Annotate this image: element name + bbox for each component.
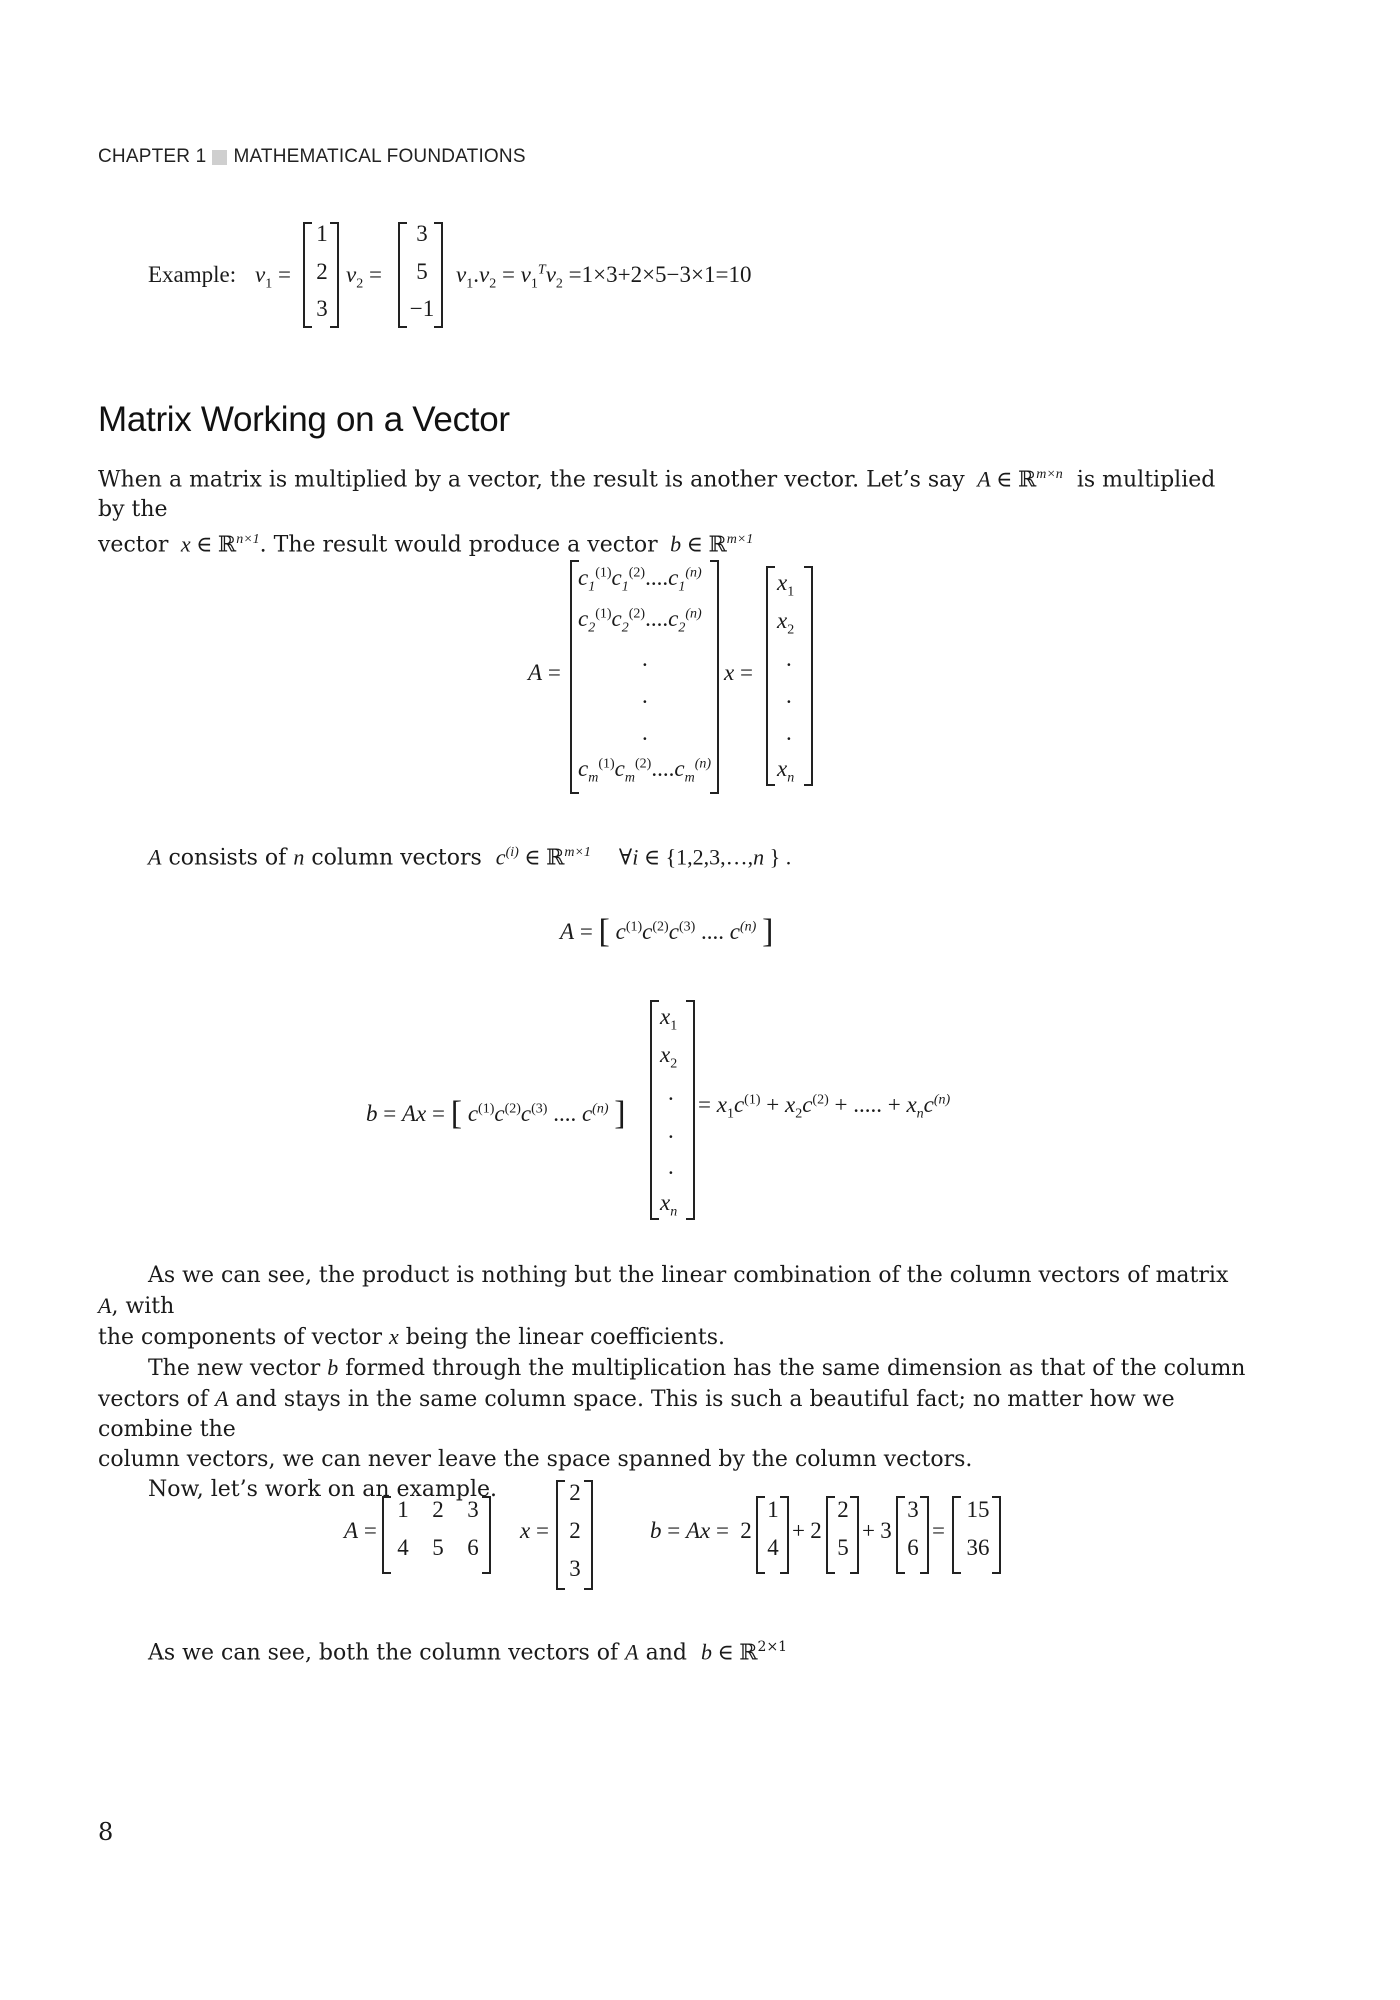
page-number: 8 xyxy=(98,1818,114,1846)
column-entry: 1 xyxy=(767,1497,779,1522)
v1-entry: 1 xyxy=(316,221,328,246)
A-entry: 6 xyxy=(467,1535,479,1560)
para3-text-e: column vectors, we can never leave the space spanned by the column vectors. xyxy=(98,1447,973,1472)
para1-text-c: vector xyxy=(98,532,169,558)
dot-product: $v_1.v_2 = v_1^Tv_2 =1\times 3+2\times 5-3\times 1=10$ xyxy=(456,262,752,292)
coefficient: 2 xyxy=(740,1518,752,1543)
v2-entry: 3 xyxy=(416,221,428,246)
para2-text-b: , with xyxy=(111,1294,175,1319)
column-vectors-sentence: A consists of n column vectors $c^{(i)}$ ∈ ℝ$^{m\times 1}$ ∀i ∈ {1,2,3,…,n } . xyxy=(148,844,792,871)
para5-text-b: and xyxy=(645,1640,687,1666)
para4-text: Now, let’s work on an example. xyxy=(148,1477,498,1502)
coefficient: 3 xyxy=(880,1518,892,1543)
running-header xyxy=(98,146,526,168)
coefficient: 2 xyxy=(810,1518,822,1543)
consists-text-a: consists of xyxy=(168,845,287,871)
closing-sentence: As we can see, both the column vectors of A and b ∈ ℝ$^{2\times 1}$ xyxy=(148,1639,788,1666)
para3-text-d: and stays in the same column space. This is such a beautiful fact; no matter how we combine the xyxy=(98,1387,1175,1442)
v1-entry: 3 xyxy=(316,296,328,321)
v2-entry: 5 xyxy=(416,259,428,284)
example-label: Example: xyxy=(148,262,237,287)
matrix-A-columns: A = [ $c^{(1)}c^{(2)}c^{(3)}$ .... $c^{(n)}$ ] xyxy=(560,913,774,950)
b-entry: 15 xyxy=(966,1497,990,1522)
x-entry: 3 xyxy=(569,1556,581,1581)
dot-product-result: =1×3+2×5−3×1=10 xyxy=(568,262,752,287)
v2-entry: −1 xyxy=(409,296,435,321)
column-entry: 2 xyxy=(837,1497,849,1522)
column-entry: 5 xyxy=(837,1535,849,1560)
para3-text-a: The new vector xyxy=(148,1356,321,1381)
A-entry: 4 xyxy=(397,1535,409,1560)
x-entry: 2 xyxy=(569,1480,581,1505)
para2-text-c: the components of vector xyxy=(98,1325,383,1350)
b-entry: 36 xyxy=(966,1535,990,1560)
intro-paragraph: When a matrix is multiplied by a vector, the result is another vector. Let’s say A ∈ ℝ$^{m\times n}$ is multiplied by the vector x ∈ ℝ$^{n\times 1}$. The result would produce a vector b ∈ ℝ$^{m\times 1}$ xyxy=(98,466,1216,558)
consists-text-b: column vectors xyxy=(311,845,482,871)
explanation-paragraphs: As we can see, the product is nothing but the linear combination of the column vectors of matrix A, with the components of vector x being the linear coefficients. The new vector b formed through the multiplication has the same dimension as that of the column vectors of A and stays in the same column space. This is such a beautiful fact; no matter how we combine the column vectors, we can never leave the space spanned by the column vectors. Now, let’s work on an example. xyxy=(98,1261,1246,1505)
para2-text: As we can see, the product is nothing but the linear combination of the column vectors of matrix xyxy=(148,1263,1229,1288)
para2-text-d: being the linear coefficients. xyxy=(405,1325,725,1350)
para1-text-a: When a matrix is multiplied by a vector, the result is another vector. Let’s say xyxy=(98,467,965,493)
header-separator xyxy=(212,150,227,165)
A-entry: 5 xyxy=(432,1535,444,1560)
column-entry: 3 xyxy=(907,1497,919,1522)
para5-text-a: As we can see, both the column vectors of xyxy=(148,1640,619,1666)
A-entry: 1 xyxy=(397,1497,409,1522)
v2-symbol: $v_2$ = xyxy=(346,262,382,292)
A-entry: 3 xyxy=(467,1497,479,1522)
x-entry: 2 xyxy=(569,1518,581,1543)
A-entry: 2 xyxy=(432,1497,444,1522)
para3-text-b: formed through the multiplication has the same dimension as that of the column xyxy=(345,1356,1246,1381)
v1-entry: 2 xyxy=(316,259,328,284)
para1-text-b: is multiplied by the xyxy=(98,467,1216,523)
para3-text-c: vectors of xyxy=(98,1387,209,1412)
v1-symbol: $v_1$ = xyxy=(255,262,291,292)
para1-text-d: . The result would produce a vector xyxy=(259,532,658,558)
section-title: Matrix Working on a Vector xyxy=(98,400,510,439)
column-entry: 4 xyxy=(767,1535,779,1560)
chapter-label: CHAPTER 1 xyxy=(98,146,207,167)
column-entry: 6 xyxy=(907,1535,919,1560)
section-label: MATHEMATICAL FOUNDATIONS xyxy=(233,146,526,167)
